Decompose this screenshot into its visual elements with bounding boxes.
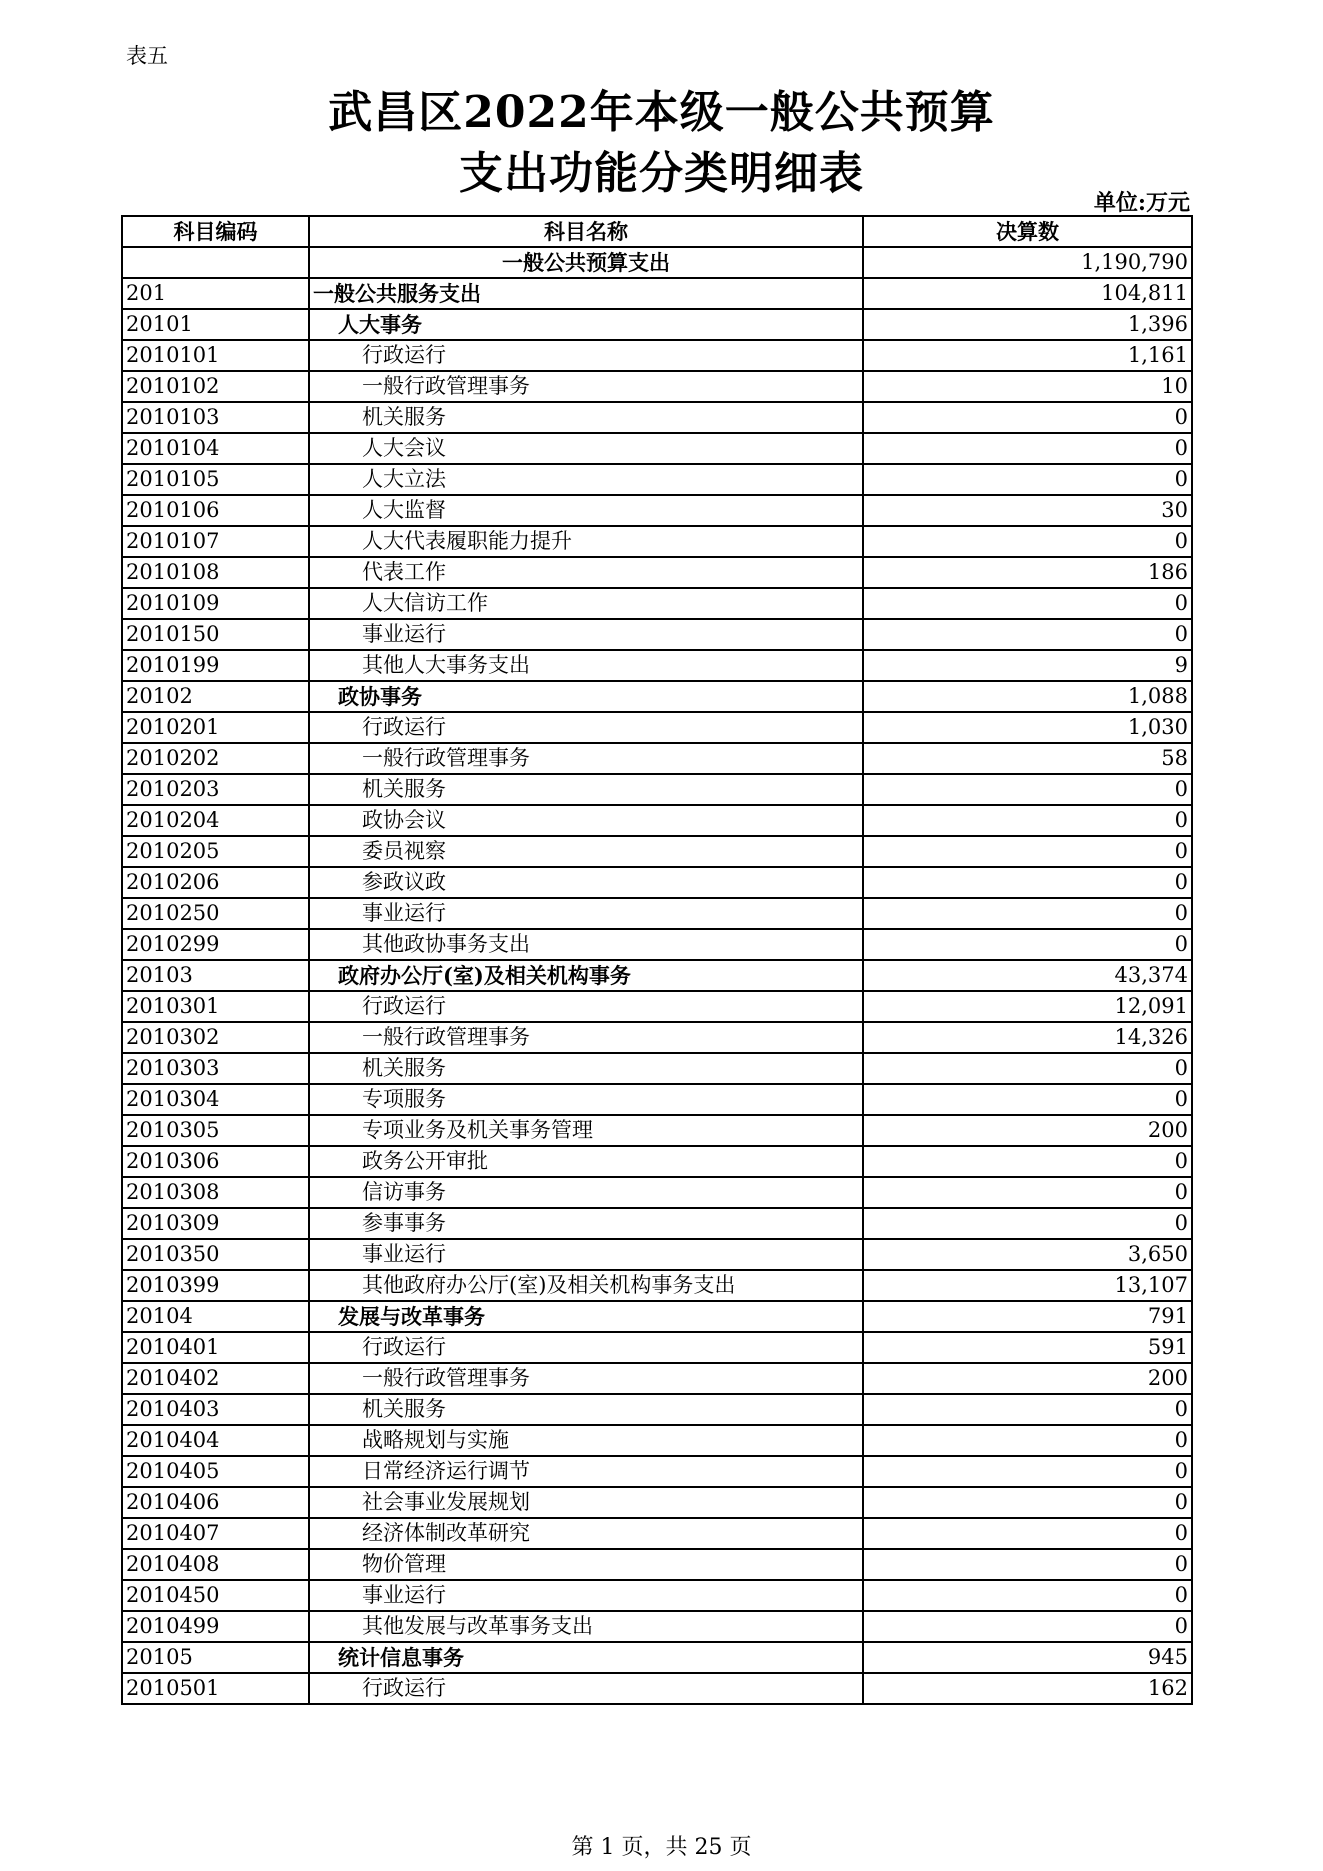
row-code: 2010102 — [122, 371, 309, 402]
row-name: 人大立法 — [309, 464, 863, 495]
row-code: 20104 — [122, 1301, 309, 1332]
row-name: 事业运行 — [309, 619, 863, 650]
row-name: 一般行政管理事务 — [309, 1363, 863, 1394]
row-name: 其他政协事务支出 — [309, 929, 863, 960]
table-row — [122, 898, 1192, 929]
table-row — [122, 1363, 1192, 1394]
table-row — [122, 1518, 1192, 1549]
row-code: 2010403 — [122, 1394, 309, 1425]
table-row — [122, 1580, 1192, 1611]
row-code: 20105 — [122, 1642, 309, 1673]
row-amount: 0 — [863, 1425, 1192, 1456]
row-code: 201 — [122, 278, 309, 309]
row-amount: 0 — [863, 1208, 1192, 1239]
table-row — [122, 1084, 1192, 1115]
table-row — [122, 1115, 1192, 1146]
header-amount: 决算数 — [863, 216, 1192, 247]
row-code: 2010305 — [122, 1115, 309, 1146]
row-code: 20102 — [122, 681, 309, 712]
table-number-label: 表五 — [126, 44, 168, 68]
row-amount: 0 — [863, 1611, 1192, 1642]
row-name: 行政运行 — [309, 712, 863, 743]
row-name: 参政议政 — [309, 867, 863, 898]
row-amount: 10 — [863, 371, 1192, 402]
table-row — [122, 1673, 1192, 1704]
row-name: 行政运行 — [309, 991, 863, 1022]
row-code: 2010302 — [122, 1022, 309, 1053]
row-name: 事业运行 — [309, 1239, 863, 1270]
row-code: 2010202 — [122, 743, 309, 774]
row-amount: 12,091 — [863, 991, 1192, 1022]
row-code: 2010309 — [122, 1208, 309, 1239]
row-code: 2010206 — [122, 867, 309, 898]
row-code: 2010105 — [122, 464, 309, 495]
table-row — [122, 836, 1192, 867]
table-row — [122, 1456, 1192, 1487]
table-row — [122, 402, 1192, 433]
row-name: 代表工作 — [309, 557, 863, 588]
table-row — [122, 371, 1192, 402]
row-amount: 591 — [863, 1332, 1192, 1363]
row-name: 机关服务 — [309, 1053, 863, 1084]
table-row — [122, 1022, 1192, 1053]
row-code: 2010150 — [122, 619, 309, 650]
row-amount: 1,088 — [863, 681, 1192, 712]
row-amount: 162 — [863, 1673, 1192, 1704]
table-row — [122, 1053, 1192, 1084]
row-code: 2010406 — [122, 1487, 309, 1518]
table-row — [122, 1394, 1192, 1425]
row-code: 2010107 — [122, 526, 309, 557]
page-footer: 第 1 页，共 25 页 — [571, 1835, 752, 1860]
row-name: 行政运行 — [309, 1332, 863, 1363]
row-amount: 1,396 — [863, 309, 1192, 340]
row-code: 2010201 — [122, 712, 309, 743]
table-row — [122, 247, 1192, 278]
row-code: 2010104 — [122, 433, 309, 464]
table-row — [122, 464, 1192, 495]
row-amount: 1,190,790 — [863, 247, 1192, 278]
row-code: 2010450 — [122, 1580, 309, 1611]
row-name: 政协会议 — [309, 805, 863, 836]
table-body — [122, 247, 1192, 1704]
row-amount: 0 — [863, 526, 1192, 557]
row-code: 2010308 — [122, 1177, 309, 1208]
page-title-line-2: 支出功能分类明细表 — [459, 148, 864, 199]
row-amount: 0 — [863, 1518, 1192, 1549]
row-amount: 945 — [863, 1642, 1192, 1673]
row-name: 人大会议 — [309, 433, 863, 464]
row-code: 2010250 — [122, 898, 309, 929]
row-name: 信访事务 — [309, 1177, 863, 1208]
row-code: 20103 — [122, 960, 309, 991]
table-row — [122, 1239, 1192, 1270]
row-code: 2010401 — [122, 1332, 309, 1363]
row-code: 2010106 — [122, 495, 309, 526]
row-code: 2010499 — [122, 1611, 309, 1642]
row-code: 2010299 — [122, 929, 309, 960]
table-row — [122, 1301, 1192, 1332]
unit-label: 单位:万元 — [1093, 190, 1190, 216]
table-row — [122, 774, 1192, 805]
table-row — [122, 805, 1192, 836]
row-amount: 0 — [863, 1084, 1192, 1115]
row-amount: 3,650 — [863, 1239, 1192, 1270]
table-row — [122, 867, 1192, 898]
table-row — [122, 712, 1192, 743]
row-name: 专项服务 — [309, 1084, 863, 1115]
row-amount: 0 — [863, 433, 1192, 464]
row-amount: 13,107 — [863, 1270, 1192, 1301]
row-name: 社会事业发展规划 — [309, 1487, 863, 1518]
row-amount: 0 — [863, 619, 1192, 650]
row-name: 一般公共预算支出 — [309, 247, 863, 278]
row-code: 2010199 — [122, 650, 309, 681]
row-name: 行政运行 — [309, 340, 863, 371]
row-amount: 0 — [863, 1394, 1192, 1425]
table-row — [122, 1611, 1192, 1642]
row-amount: 200 — [863, 1363, 1192, 1394]
row-amount: 9 — [863, 650, 1192, 681]
header-code: 科目编码 — [122, 216, 309, 247]
row-name: 人大代表履职能力提升 — [309, 526, 863, 557]
table-row — [122, 495, 1192, 526]
row-code: 2010301 — [122, 991, 309, 1022]
table-row — [122, 1146, 1192, 1177]
table-row — [122, 1425, 1192, 1456]
row-code: 2010205 — [122, 836, 309, 867]
row-code: 2010404 — [122, 1425, 309, 1456]
row-code: 2010350 — [122, 1239, 309, 1270]
row-code: 2010204 — [122, 805, 309, 836]
row-name: 统计信息事务 — [309, 1642, 863, 1673]
row-name: 事业运行 — [309, 1580, 863, 1611]
table-row — [122, 960, 1192, 991]
table-row — [122, 309, 1192, 340]
row-amount: 0 — [863, 464, 1192, 495]
table-row — [122, 278, 1192, 309]
row-name: 行政运行 — [309, 1673, 863, 1704]
row-name: 物价管理 — [309, 1549, 863, 1580]
table-row — [122, 1332, 1192, 1363]
row-code: 2010402 — [122, 1363, 309, 1394]
table-row — [122, 557, 1192, 588]
table-row — [122, 681, 1192, 712]
row-name: 一般行政管理事务 — [309, 1022, 863, 1053]
table-row — [122, 1642, 1192, 1673]
row-code: 2010407 — [122, 1518, 309, 1549]
row-name: 参事事务 — [309, 1208, 863, 1239]
row-code: 2010101 — [122, 340, 309, 371]
row-code: 2010501 — [122, 1673, 309, 1704]
row-amount: 0 — [863, 588, 1192, 619]
row-code: 2010408 — [122, 1549, 309, 1580]
row-code: 20101 — [122, 309, 309, 340]
row-amount: 0 — [863, 1487, 1192, 1518]
row-amount: 0 — [863, 929, 1192, 960]
row-name: 政协事务 — [309, 681, 863, 712]
row-name: 机关服务 — [309, 1394, 863, 1425]
table-row — [122, 340, 1192, 371]
row-name: 一般行政管理事务 — [309, 743, 863, 774]
row-amount: 58 — [863, 743, 1192, 774]
row-name: 政府办公厅(室)及相关机构事务 — [309, 960, 863, 991]
row-name: 机关服务 — [309, 774, 863, 805]
row-name: 机关服务 — [309, 402, 863, 433]
row-amount: 0 — [863, 1580, 1192, 1611]
row-amount: 0 — [863, 1053, 1192, 1084]
row-code: 2010203 — [122, 774, 309, 805]
row-amount: 30 — [863, 495, 1192, 526]
table-row — [122, 619, 1192, 650]
row-code: 2010405 — [122, 1456, 309, 1487]
table-row — [122, 1487, 1192, 1518]
row-code — [122, 247, 309, 278]
header-name: 科目名称 — [309, 216, 863, 247]
row-code: 2010304 — [122, 1084, 309, 1115]
row-amount: 200 — [863, 1115, 1192, 1146]
row-name: 专项业务及机关事务管理 — [309, 1115, 863, 1146]
row-name: 人大信访工作 — [309, 588, 863, 619]
table-row — [122, 650, 1192, 681]
row-amount: 1,161 — [863, 340, 1192, 371]
row-amount: 0 — [863, 867, 1192, 898]
row-amount: 186 — [863, 557, 1192, 588]
row-code: 2010303 — [122, 1053, 309, 1084]
row-name: 政务公开审批 — [309, 1146, 863, 1177]
table-row — [122, 433, 1192, 464]
table-row — [122, 1270, 1192, 1301]
row-code: 2010103 — [122, 402, 309, 433]
row-amount: 104,811 — [863, 278, 1192, 309]
row-amount: 0 — [863, 1146, 1192, 1177]
row-amount: 0 — [863, 1456, 1192, 1487]
table-row — [122, 1177, 1192, 1208]
row-code: 2010109 — [122, 588, 309, 619]
row-amount: 0 — [863, 402, 1192, 433]
row-name: 其他政府办公厅(室)及相关机构事务支出 — [309, 1270, 863, 1301]
table-row — [122, 1549, 1192, 1580]
row-name: 战略规划与实施 — [309, 1425, 863, 1456]
row-code: 2010399 — [122, 1270, 309, 1301]
row-amount: 0 — [863, 805, 1192, 836]
table-row — [122, 743, 1192, 774]
row-name: 日常经济运行调节 — [309, 1456, 863, 1487]
row-name: 委员视察 — [309, 836, 863, 867]
expenditure-table — [121, 215, 1193, 1705]
row-amount: 1,030 — [863, 712, 1192, 743]
table-row — [122, 991, 1192, 1022]
row-name: 其他发展与改革事务支出 — [309, 1611, 863, 1642]
row-amount: 0 — [863, 898, 1192, 929]
row-name: 人大监督 — [309, 495, 863, 526]
row-amount: 43,374 — [863, 960, 1192, 991]
row-code: 2010108 — [122, 557, 309, 588]
row-amount: 791 — [863, 1301, 1192, 1332]
table-row — [122, 1208, 1192, 1239]
row-amount: 0 — [863, 836, 1192, 867]
row-name: 经济体制改革研究 — [309, 1518, 863, 1549]
row-name: 一般行政管理事务 — [309, 371, 863, 402]
row-name: 事业运行 — [309, 898, 863, 929]
table-header-row — [122, 216, 1192, 247]
table-row — [122, 588, 1192, 619]
row-amount: 0 — [863, 1549, 1192, 1580]
table-row — [122, 526, 1192, 557]
row-name: 发展与改革事务 — [309, 1301, 863, 1332]
row-code: 2010306 — [122, 1146, 309, 1177]
row-amount: 0 — [863, 1177, 1192, 1208]
page-title-line-1: 武昌区2022年本级一般公共预算 — [328, 87, 995, 138]
row-name: 一般公共服务支出 — [309, 278, 863, 309]
table-row — [122, 929, 1192, 960]
row-name: 人大事务 — [309, 309, 863, 340]
row-amount: 0 — [863, 774, 1192, 805]
row-name: 其他人大事务支出 — [309, 650, 863, 681]
row-amount: 14,326 — [863, 1022, 1192, 1053]
